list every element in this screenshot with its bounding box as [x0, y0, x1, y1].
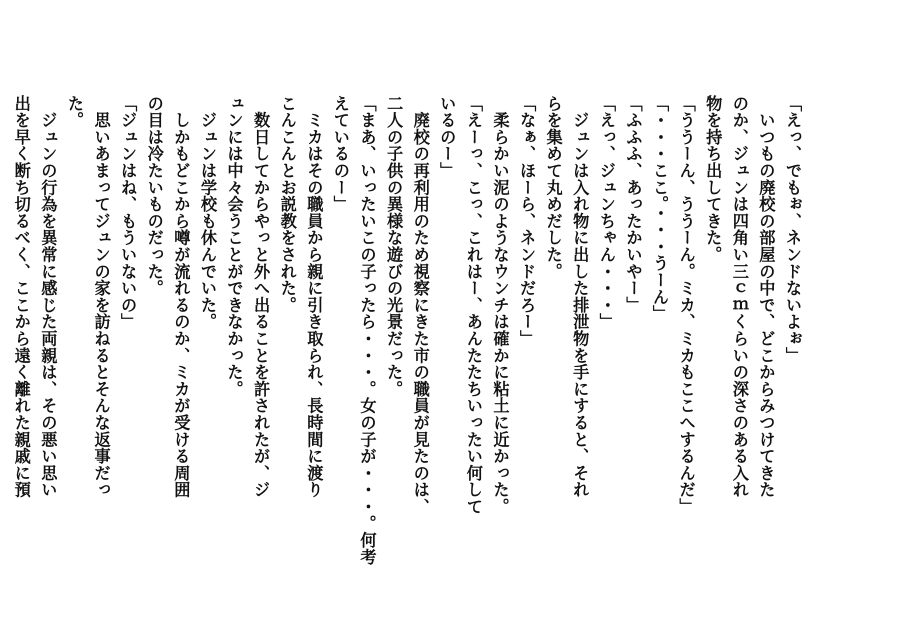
text-line: 「ジュンはね、もういないの」	[118, 95, 138, 331]
text-line: 「まあ、いったいこの子ったら・・・。女の子が・・・。何考	[357, 95, 377, 566]
text-line: いつもの廃校の部屋の中で、どこからみつけてきた	[756, 95, 776, 499]
text-line: ジュンは学校も休んでいた。	[197, 95, 217, 331]
text-line: 「ううーん、ううーん。ミカ、ミカもここへするんだ」	[676, 95, 696, 515]
text-line: た。	[64, 95, 84, 129]
text-line: 「えーっ、こっ、これはー、あんたたちいったい何して	[463, 95, 483, 515]
text-line: 「・・・ここ。・・・うーん」	[650, 95, 670, 323]
text-line: えているのー」	[330, 95, 350, 213]
text-line: 「えっ、でもぉ、ネンドないよぉ」	[783, 95, 802, 364]
text-line: 数日してからやっと外へ出ることを許されたが、ジ	[251, 95, 271, 499]
text-line: 思いあまってジュンの家を訪ねるとそんな返事だっ	[91, 95, 111, 499]
text-line: こんこんとお説教をされた。	[277, 95, 297, 314]
text-line: らを集めて丸めだした。	[543, 95, 563, 280]
text-line: 物を持ち出してきた。	[703, 95, 723, 263]
text-line: のか、ジュンは四角い三ｃｍくらいの深さのある入れ	[729, 95, 749, 499]
text-line: 廃校の再利用のため視察にきた市の職員が見たのは、	[410, 95, 430, 515]
text-line: ュンには中々会うことができなかった。	[224, 95, 244, 398]
text-line: ジュンは入れ物に出した排泄物を手にすると、それ	[570, 95, 590, 499]
text-line: ジュンの行為を異常に感じた両親は、その悪い思い	[38, 95, 58, 499]
text-line: ミカはその職員から親に引き取られ、長時間に渡り	[304, 95, 324, 499]
text-line: いるのー」	[437, 95, 457, 179]
text-line: 「ふふふ、あったかいやー」	[623, 95, 643, 314]
text-line: 出を早く断ち切るべく、ここから遠く離れた親戚に預	[11, 95, 31, 499]
vertical-text-body	[11, 95, 805, 566]
text-line: しかもどこから噂が流れるのか、ミカが受ける周囲	[171, 95, 191, 499]
text-line: 「なぁ、ほーら、ネンドだろー」	[517, 95, 537, 347]
text-line: 二人の子供の異様な遊びの光景だった。	[384, 95, 404, 398]
text-line: 柔らかい泥のようなウンチは確かに粘土に近かった。	[490, 95, 510, 515]
text-line: の目は冷たいものだった。	[144, 95, 164, 297]
text-line: 「えっ、ジュンちゃん・・・」	[596, 95, 616, 331]
